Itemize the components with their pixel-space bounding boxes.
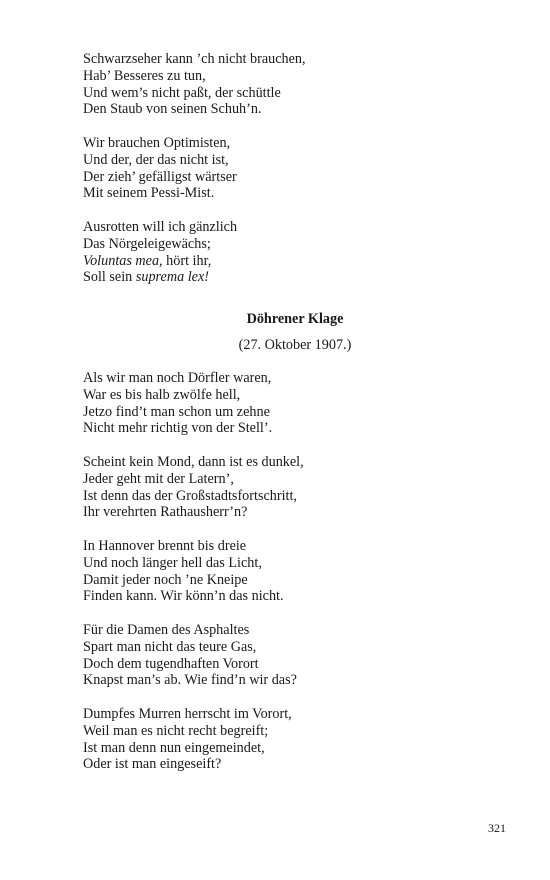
stanza-gap: [83, 202, 483, 219]
stanza-4: [83, 622, 483, 689]
verse-line: Knapst man’s ab. Wie find’n wir das?: [83, 672, 297, 689]
stanza-gap: [83, 605, 483, 622]
verse-line: Ausrotten will ich gänzlich: [83, 218, 238, 235]
verse-text: Soll sein: [83, 269, 136, 286]
verse-line: Ist denn das der Großstadtsfortschritt,: [83, 487, 297, 504]
verse-line: Ist man denn nun eingemeindet,: [83, 739, 265, 756]
verse-line: Nicht mehr richtig von der Stell’.: [83, 420, 273, 437]
stanza-gap: [83, 118, 483, 135]
poem-body: [83, 370, 483, 773]
stanza-2: [83, 454, 483, 521]
latin-phrase: suprema lex!: [135, 269, 209, 286]
poem-date: (27. Oktober 1907.): [238, 337, 352, 353]
poem-continuation: [83, 51, 483, 286]
verse-line: Doch dem tugendhaften Vorort: [83, 655, 259, 672]
verse-line: Scheint kein Mond, dann ist es dunkel,: [83, 453, 304, 470]
verse-line: Spart man nicht das teure Gas,: [83, 638, 257, 655]
stanza-3: [83, 538, 483, 605]
verse-line: Mit seinem Pessi-Mist.: [83, 185, 215, 202]
verse-line: Hab’ Besseres zu tun,: [83, 67, 206, 84]
verse-line: [83, 269, 483, 286]
verse-line: Jetzo find’t man schon um zehne: [83, 403, 270, 420]
stanza-1: [83, 51, 483, 118]
verse-text: hört ihr,: [162, 252, 212, 269]
stanza-3: [83, 219, 483, 286]
verse-line: Oder ist man eingeseift?: [83, 756, 222, 773]
verse-line: Und noch länger hell das Licht,: [83, 554, 262, 571]
verse-line: Dumpfes Murren herrscht im Vorort,: [83, 705, 292, 722]
verse-line: Und der, der das nicht ist,: [83, 151, 229, 168]
verse-line: [83, 253, 483, 270]
page-number: 321: [488, 821, 506, 835]
verse-line: Jeder geht mit der Latern’,: [83, 470, 234, 487]
stanza-gap: [83, 437, 483, 454]
stanza-gap: [83, 689, 483, 706]
verse-line: Der zieh’ gefälligst wärtser: [83, 168, 237, 185]
verse-line: Ihr verehrten Rathausherr’n?: [83, 504, 248, 521]
verse-line: Das Nörgeleigewächs;: [83, 235, 211, 252]
verse-line: Und wem’s nicht paßt, der schüttle: [83, 84, 281, 101]
stanza-1: [83, 370, 483, 437]
verse-line: Den Staub von seinen Schuh’n.: [83, 101, 262, 118]
poem-title: Döhrener Klage: [246, 311, 344, 327]
verse-line: Für die Damen des Asphaltes: [83, 621, 250, 638]
verse-line: War es bis halb zwölfe hell,: [83, 386, 241, 403]
verse-line: Schwarzseher kann ’ch nicht brauchen,: [83, 51, 306, 67]
stanza-2: [83, 135, 483, 202]
verse-line: Wir brauchen Optimisten,: [83, 134, 231, 151]
latin-phrase: Voluntas mea,: [83, 252, 163, 269]
verse-line: Als wir man noch Dörfler waren,: [83, 370, 272, 386]
stanza-gap: [83, 521, 483, 538]
verse-line: Finden kann. Wir könn’n das nicht.: [83, 588, 284, 605]
stanza-5: [83, 706, 483, 773]
verse-line: Weil man es nicht recht begreift;: [83, 722, 269, 739]
verse-line: In Hannover brennt bis dreie: [83, 537, 247, 554]
verse-line: Damit jeder noch ’ne Kneipe: [83, 571, 248, 588]
